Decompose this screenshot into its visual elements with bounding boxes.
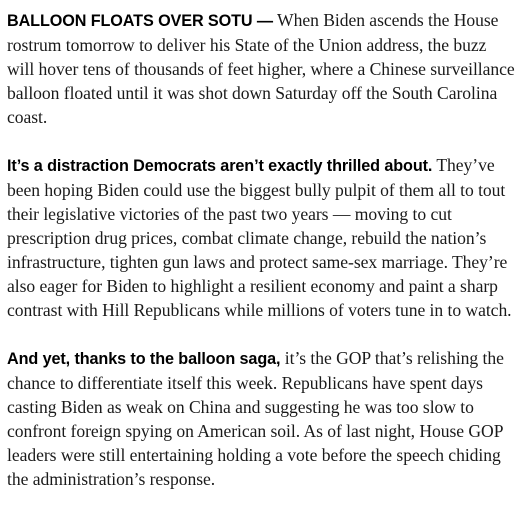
paragraph-balloon-saga — [7, 346, 515, 491]
paragraph-text: it’s the GOP that’s relishing the chance to differentiate itself this week. Republicans have spent days casting Biden as weak on China and suggesting he was too slow to confront foreign spying on American soil. As of last night, House GOP leaders were still entertaining holding a vote before the speech chiding the administration’s response. — [7, 348, 504, 489]
paragraph-lead: BALLOON FLOATS OVER SOTU — — [7, 12, 273, 30]
paragraph-text: They’ve been hoping Biden could use the biggest bully pulpit of them all to tout their legislative victories of the past two years — moving to cut prescription drug prices, combat climate change, rebuild the nation’s infrastructure, tighten gun laws and protect same-sex marriage. They’re also eager for Biden to highlight a resilient economy and paint a sharp contrast with Hill Republicans while millions of voters tune in to watch. — [7, 155, 512, 320]
paragraph-balloon-floats — [7, 8, 515, 129]
article-body — [7, 8, 515, 491]
paragraph-distraction — [7, 153, 515, 322]
paragraph-text: When Biden ascends the House rostrum tomorrow to deliver his State of the Union address, the buzz will hover tens of thousands of feet higher, where a Chinese surveillance balloon floated until it was shot down Saturday off the South Carolina coast. — [7, 10, 515, 127]
paragraph-lead: And yet, thanks to the balloon saga, — [7, 350, 281, 368]
paragraph-lead: It’s a distraction Democrats aren’t exactly thrilled about. — [7, 157, 433, 175]
